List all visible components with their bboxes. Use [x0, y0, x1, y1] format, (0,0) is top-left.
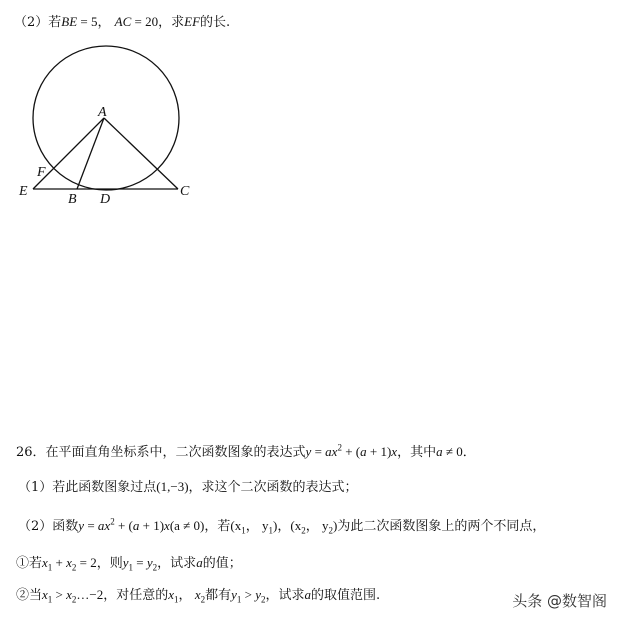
- q26-part2-line: （2）函数$y = ax^2 + (a + 1)x(a \ne 0)$，若($x_1$， $y_1$)，($x_2$， $y_2$)为此二次函数图象上的两个不同点，: [18, 516, 546, 536]
- label-e: E: [19, 184, 28, 199]
- label-a: A: [98, 105, 107, 120]
- q26-sub1-line: ①若$x_1 + x_2 = 2$，则$y_1 = y_2$，试求a的值；: [16, 555, 242, 573]
- label-b: B: [68, 192, 77, 207]
- q25-part2-line: （2）若BE = 5， AC = 20，求EF的长.: [14, 14, 231, 30]
- label-d: D: [100, 192, 111, 207]
- label-c: C: [180, 184, 190, 199]
- q26-intro-line: 26．在平面直角坐标系中，二次函数图象的表达式$y = ax^2 + (a + 1)x$，其中a ≠ 0．: [16, 442, 476, 460]
- segment-ab: [77, 118, 104, 189]
- watermark: 头条 @数智阁: [512, 592, 607, 610]
- segment-ac: [104, 118, 178, 189]
- label-f: F: [37, 165, 46, 180]
- q26-part1-line: （1）若此函数图象过点(1,−3)，求这个二次函数的表达式；: [18, 479, 358, 495]
- q26-sub2-line: ②当$x_1$ > $x_2\dots-2$，对任意的$x_1$， $x_2$都有$y_1 > y_2$，试求a的取值范围.: [16, 587, 381, 605]
